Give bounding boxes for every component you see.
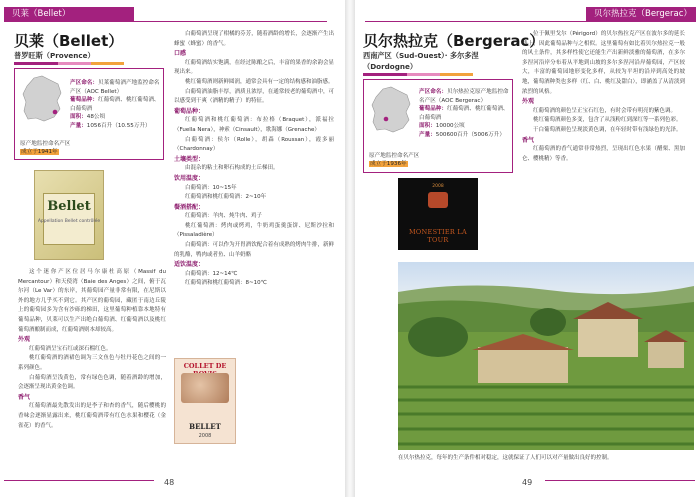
aging-1: 白葡萄酒：10~15年 (185, 184, 237, 191)
france-map-icon (369, 86, 413, 134)
chateau-name: MONESTIER LA TOUR (408, 228, 468, 244)
serving-2: 红葡萄酒和桃红葡萄酒：8~10℃ (185, 280, 267, 287)
footer-rule (4, 480, 154, 481)
region-label: 普罗旺斯（Provence） (14, 51, 95, 60)
section-title: 贝尔热拉克（Bergerac） (363, 32, 545, 50)
label-subtitle: Appellation Bellet contrôlée (37, 219, 101, 224)
heading-appearance: 外观 (18, 336, 31, 344)
pairing-2: 桃红葡萄酒：烤肉或烤鸡，牛奶鸡蛋羹蛋饼、尼斯沙拉和（Pissaladière） (174, 222, 334, 239)
heading-soil: 土壤类型： (174, 155, 205, 163)
intro-paragraph: 这个迷你产区位居马尔康杜高原（Massif du Mercantour）和天使湾（Baie des Anges）之间，俯于瓦尔河（Le Var）的东岸，其葡萄园产量非常有限，在尼斯以外的地方几乎买不到它。其产区的葡萄园，藏匿于南边丘陵上的葡萄园多为含有沙砾的梯田，这里葡萄种植靠本地特有葡萄品种，贝莱可以生产出绝白葡萄酒、红葡萄酒以及桃红葡萄酒酿制而成，红葡萄酒则本却较高。 (18, 269, 166, 333)
info-footnote: 原产地监控命名产区 成立于1941年 (20, 141, 71, 155)
appearance-2: 桃红葡萄酒的酒裙色调为三文鱼色与牡丹花色之间的一系列颜色。 (18, 355, 166, 371)
label-brand: Bellet (47, 199, 91, 214)
region-label-2: （Dordogne） (363, 62, 418, 71)
region-label: 西南产区（Sud-Ouest）· 多尔多涅 (363, 51, 479, 60)
right-column-text (522, 30, 685, 164)
running-head: 贝尔热拉克（Bergerac） (586, 7, 696, 22)
aroma-paragraph: 红葡萄酒最先散发出的是李子和杏的香气，随后樱桃的香味会逐渐显露出来，桃红葡萄酒带有红色水果和樱花（金雀花）的香气。 (18, 403, 166, 429)
heading-aging: 饮用温度： (174, 174, 205, 182)
heading-taste: 口感 (174, 50, 187, 58)
appearance-2: 桃红葡萄酒颜色多变，包含了从浅粉红到深红等一系列色彩。 (533, 117, 682, 124)
running-head-rule (134, 21, 327, 22)
page-number: 49 (522, 478, 533, 487)
bergerac-vineyard-photo (398, 262, 694, 450)
poster-title: COLLET DE (183, 362, 227, 370)
appearance-1: 红葡萄酒的颜色呈正宝石红色，有时会带有明亮的紫色调。 (533, 107, 677, 114)
poster-year: 2008 (198, 433, 212, 439)
soil-text: 由混杂的粘土和卵石构成的土丘梯田。 (185, 165, 279, 172)
pairing-3: 白葡萄酒：可以作为开胃酒饮配合着有成熟的烤肉牛排，新鲜的乳酪，鸭肉或者鱼、山羊奶酪 (174, 242, 334, 258)
heading-aroma: 香气 (18, 393, 31, 401)
aging-2: 红葡萄酒和桃红葡萄酒：2~10年 (185, 194, 267, 201)
book-gutter (345, 0, 355, 497)
info-lines (419, 88, 509, 140)
variety-1: 红葡萄酒和桃红葡萄酒：布拉格（Braquet），派福拉（Fuella Nera），神索（Cinsault），歌海娜（Grenache） (174, 117, 334, 133)
chateau-year: 2008 (432, 184, 444, 189)
section-title: 贝莱（Bellet） (14, 32, 124, 50)
info-footnote: 原产地监控命名产区 成立于1936年 (369, 153, 420, 167)
heading-pairing: 餐酒搭配： (174, 203, 205, 211)
left-page (4, 0, 345, 497)
info-line: 葡萄品种：红葡萄酒、桃红葡萄酒、白葡萄酒 (419, 106, 509, 121)
chateau-emblem (428, 192, 448, 208)
taste-3: 白葡萄酒油脂丰厚，酒质且浓厚，在通常较老的葡萄酒中，可以感受到干爽（酒精的精子）的特征。 (174, 88, 334, 105)
appearance-3: 干白葡萄酒颜色呈现淡黄色调，在年轻时带有浅绿色的光泽。 (533, 126, 682, 133)
heading-variety: 葡萄品种： (174, 107, 205, 115)
appearance-3: 白葡萄酒呈浅黄色，常有绿色色调，随着酒龄的增加，会逐渐呈现出黄金色调。 (18, 374, 166, 391)
taste-1: 红葡萄酒结实饱满，在经过陈酿之后，丰富的果香的余韵会显现出来。 (174, 59, 334, 76)
photo-caption: 在贝尔热拉克，每年的生产条件相对稳定，这就保证了人们可以对产量做出良好的控制。 (398, 455, 613, 461)
serving-1: 白葡萄酒：12~14℃ (185, 270, 238, 277)
variety-2: 白葡萄酒：侯尔（Rolle），胡森（Roussan），霞多丽（Chardonnay） (174, 136, 334, 153)
info-line: 产区命名：贝尔热拉克原产地监控命名产区（AOC Bergerac） (419, 89, 509, 104)
col2-lead: 白葡萄酒呈现了柑橘的芬芳，随着酒龄的增长，会逐渐产生出蜂蜜（蜂蜜）的香气。 (174, 31, 334, 47)
color-bar (14, 62, 124, 65)
info-line: 面积：10000公顷 (419, 123, 465, 130)
color-bar (363, 73, 473, 76)
info-line: 产量：500600百升（5006万升） (419, 131, 505, 138)
taste-2: 桃红葡萄酒则新鲜圆润，通常会具有一定的结构感和油脂感。 (185, 78, 334, 85)
monestier-la-tour-label-image (398, 178, 478, 250)
info-line: 面积：48公顷 (70, 114, 106, 121)
right-column-text (174, 30, 334, 289)
heading-serving: 适饮温度： (174, 261, 205, 269)
heading-appearance: 外观 (522, 98, 535, 106)
appellation-info-box (14, 68, 164, 160)
france-map-icon (20, 75, 64, 123)
aroma-paragraph: 红葡萄酒的香气通常非常热烈，呈现出红色水果（醋栗、黑加仑、樱桃精）等香。 (522, 146, 685, 162)
footer-rule (545, 480, 695, 481)
bellet-wine-label-image (34, 170, 104, 260)
running-head-rule (365, 21, 586, 22)
poster-illustration (181, 373, 229, 403)
info-line: 产区命名：贝莱葡萄酒产地监控命名产区（AOC Bellet） (70, 80, 160, 95)
right-page (355, 0, 696, 497)
info-lines (70, 79, 160, 131)
pairing-1: 红葡萄酒：羊肉、炖牛肉、鸡子 (185, 213, 263, 220)
poster-brand: BELLET (189, 422, 221, 431)
running-head: 贝莱（Bellet） (4, 7, 134, 22)
appellation-info-box (363, 79, 513, 173)
info-line: 葡萄品种：红葡萄酒、桃红葡萄酒、白葡萄酒 (70, 97, 160, 112)
collet-de-bovis-label-image (174, 358, 236, 444)
left-column-text (18, 268, 166, 431)
page-number: 48 (164, 478, 175, 487)
heading-aroma: 香气 (522, 136, 535, 144)
intro-paragraph: 位于佩里戈尔（Périgord）的贝尔热拉克产区在波尔多的延长线上，因此葡萄品种与之相似。这里葡萄有如比着贝尔热拉克一般的风土条件，其多样性使它还能生产出新鲜淡雅的葡萄酒，在多尔多涅河沿岸分布着从平地到山坡的多尔多涅河沿岸葡萄园，产区较大，丰富的葡萄园地形变化多样，从较为平坦的沿岸到高处的坡地，葡萄酒种类也多样（红、白、桃红及甜白），即涵盖了从清淡到浓烈的风格。 (522, 31, 685, 95)
appearance-1: 红葡萄酒呈宝石红或深石榴红色。 (29, 345, 112, 352)
info-line: 产量：1056百升（10.55万升） (70, 122, 151, 129)
